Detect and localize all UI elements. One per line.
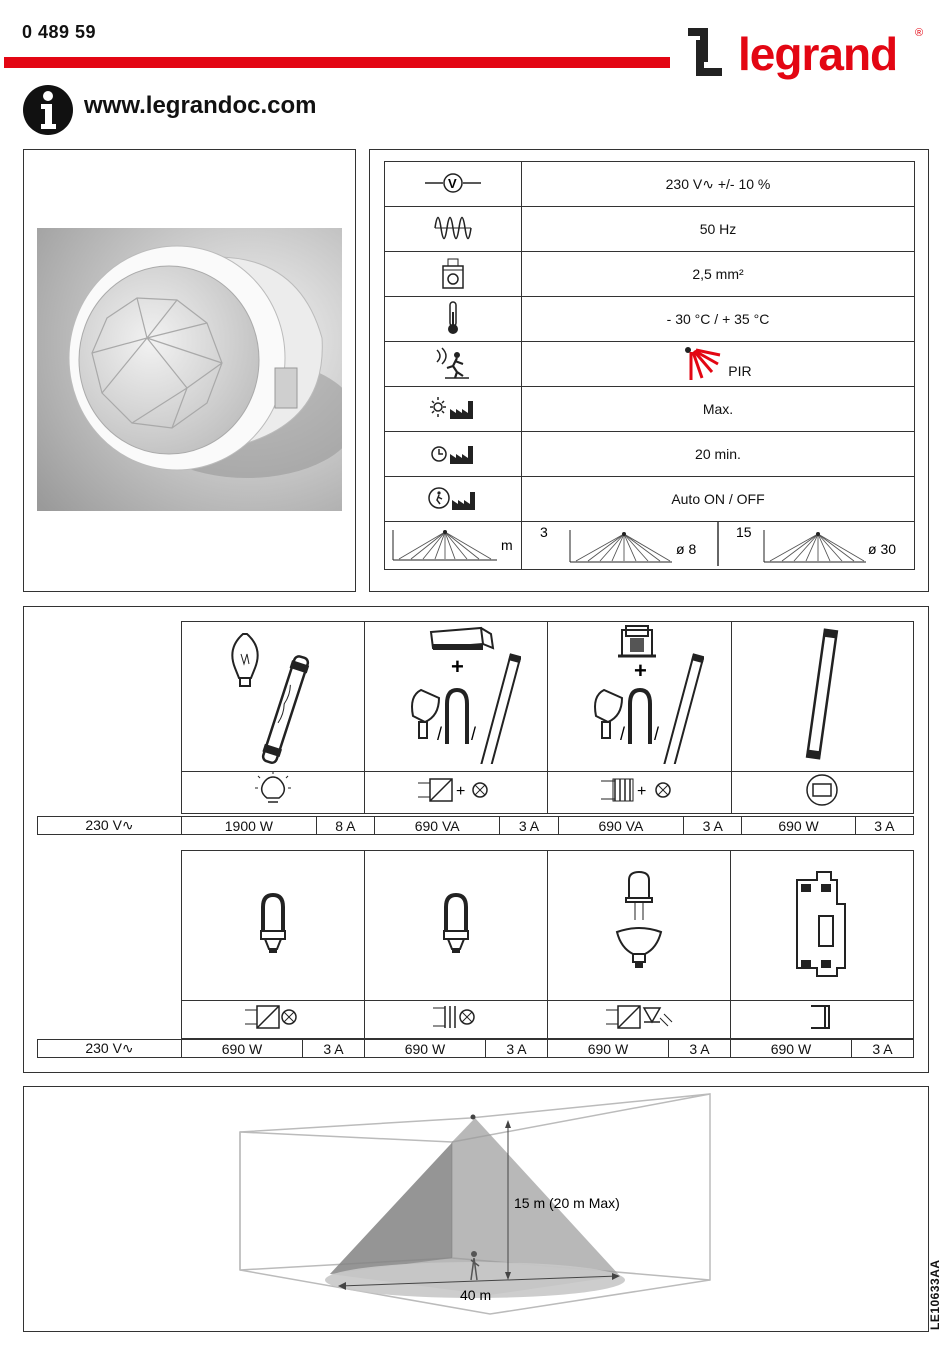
rating-current: 3 A [668,1040,730,1058]
rating-power: 690 W [742,817,855,835]
rating-current: 3 A [500,817,558,835]
spec-terminal-value: 2,5 mm² [522,252,915,297]
brand-bar [4,57,670,68]
svg-text:®: ® [915,27,924,39]
document-code: LE10633AA [928,1259,942,1330]
spec-voltage-value: 230 V∿ +/- 10 % [522,162,915,207]
product-photo [37,228,342,511]
rating-current: 8 A [316,817,374,835]
rating-current: 3 A [851,1040,913,1058]
motion-detection-icon [433,346,473,380]
svg-text:+: + [637,783,647,800]
product-reference: 0 489 59 [22,22,97,42]
svg-text:/: / [437,724,443,744]
logo-wordmark: legrand [738,28,898,80]
rating-power: 1900 W [182,817,317,835]
cfl-ferromagnetic-symbol-icon [431,1002,481,1032]
cfl-ferromagnetic-ballast-icon [436,891,476,955]
svg-text:/: / [654,724,660,744]
spec-frequency-value: 50 Hz [522,207,915,252]
spec-mode-value: Auto ON / OFF [522,477,915,522]
rating-current: 3 A [855,817,913,835]
rating-row1 [37,816,914,835]
svg-text:/: / [471,724,477,744]
zone2-height: 15 [736,524,752,540]
spec-row-timer [385,432,915,477]
rating-power: 690 W [364,1040,485,1058]
rating-voltage: 230 V∿ [38,817,182,835]
detection-zone-icon [385,522,521,566]
electronic-ballast-symbol-icon [416,775,496,805]
loads-grid-row1 [181,621,914,814]
zone2-diameter: ø 30 [868,541,897,557]
rating-current: 3 A [485,1040,547,1058]
electronic-transformer-icon [391,624,521,764]
voltage-icon [423,171,483,195]
svg-text:m: m [501,537,513,553]
website-link[interactable]: www.legrandoc.com [84,92,317,119]
contactor-symbol-icon [807,1002,837,1032]
cfl-electronic-symbol-icon [243,1002,303,1032]
rating-power: 690 W [182,1040,303,1058]
spec-table [384,161,915,570]
frequency-icon [433,214,473,242]
svg-text:/: / [620,724,626,744]
zone1-height: 3 [540,524,548,540]
rating-power: 690 W [547,1040,668,1058]
spec-detection-value: PIR [728,362,752,379]
spec-row-terminal [385,252,915,297]
incandescent-halogen-icon [213,624,333,764]
coverage-width-label: 40 m [460,1287,492,1303]
rating-power: 690 W [730,1040,851,1058]
rating-voltage: 230 V∿ [38,1040,182,1058]
coverage-height-label: 15 m (20 m Max) [514,1195,620,1211]
svg-text:+: + [456,783,466,800]
fluorescent-tube-icon [782,624,862,764]
spec-row-lux [385,387,915,432]
spec-row-temperature [385,297,915,342]
detection-zones [522,522,914,566]
incandescent-symbol-icon [253,772,293,808]
rating-row2 [37,1039,914,1058]
fluorescent-symbol-icon [804,772,840,808]
svg-text:V: V [448,175,457,191]
spec-row-voltage [385,162,915,207]
info-icon [22,84,74,136]
thermometer-icon [444,300,462,336]
spec-row-frequency [385,207,915,252]
ferromagnetic-transformer-icon [574,624,704,764]
svg-text:+: + [634,658,648,683]
rating-power: 690 VA [374,817,500,835]
spec-row-coverage [385,522,915,570]
zone1-diameter: ø 8 [676,541,697,557]
spec-row-mode [385,477,915,522]
mode-factory-icon [428,484,478,512]
loads-grid-row2 [181,850,914,1039]
ferromagnetic-ballast-symbol-icon [599,775,679,805]
spec-lux-value: Max. [522,387,915,432]
rating-current: 3 A [684,817,742,835]
spec-timer-value: 20 min. [522,432,915,477]
light-threshold-factory-icon [430,395,476,421]
led-driver-symbol-icon [604,1002,674,1032]
rating-power: 690 VA [558,817,684,835]
terminal-icon [440,256,466,290]
legrand-logo [686,22,926,86]
spec-temperature-value: - 30 °C / + 35 °C [522,297,915,342]
svg-text:+: + [451,654,465,679]
cfl-electronic-ballast-icon [253,891,293,955]
spec-row-detection [385,342,915,387]
rating-current: 3 A [302,1040,364,1058]
coverage-diagram [230,1090,730,1325]
pir-icon [684,346,724,382]
contactor-icon [787,868,857,978]
timer-factory-icon [430,440,476,466]
led-lamp-icon [609,868,669,978]
